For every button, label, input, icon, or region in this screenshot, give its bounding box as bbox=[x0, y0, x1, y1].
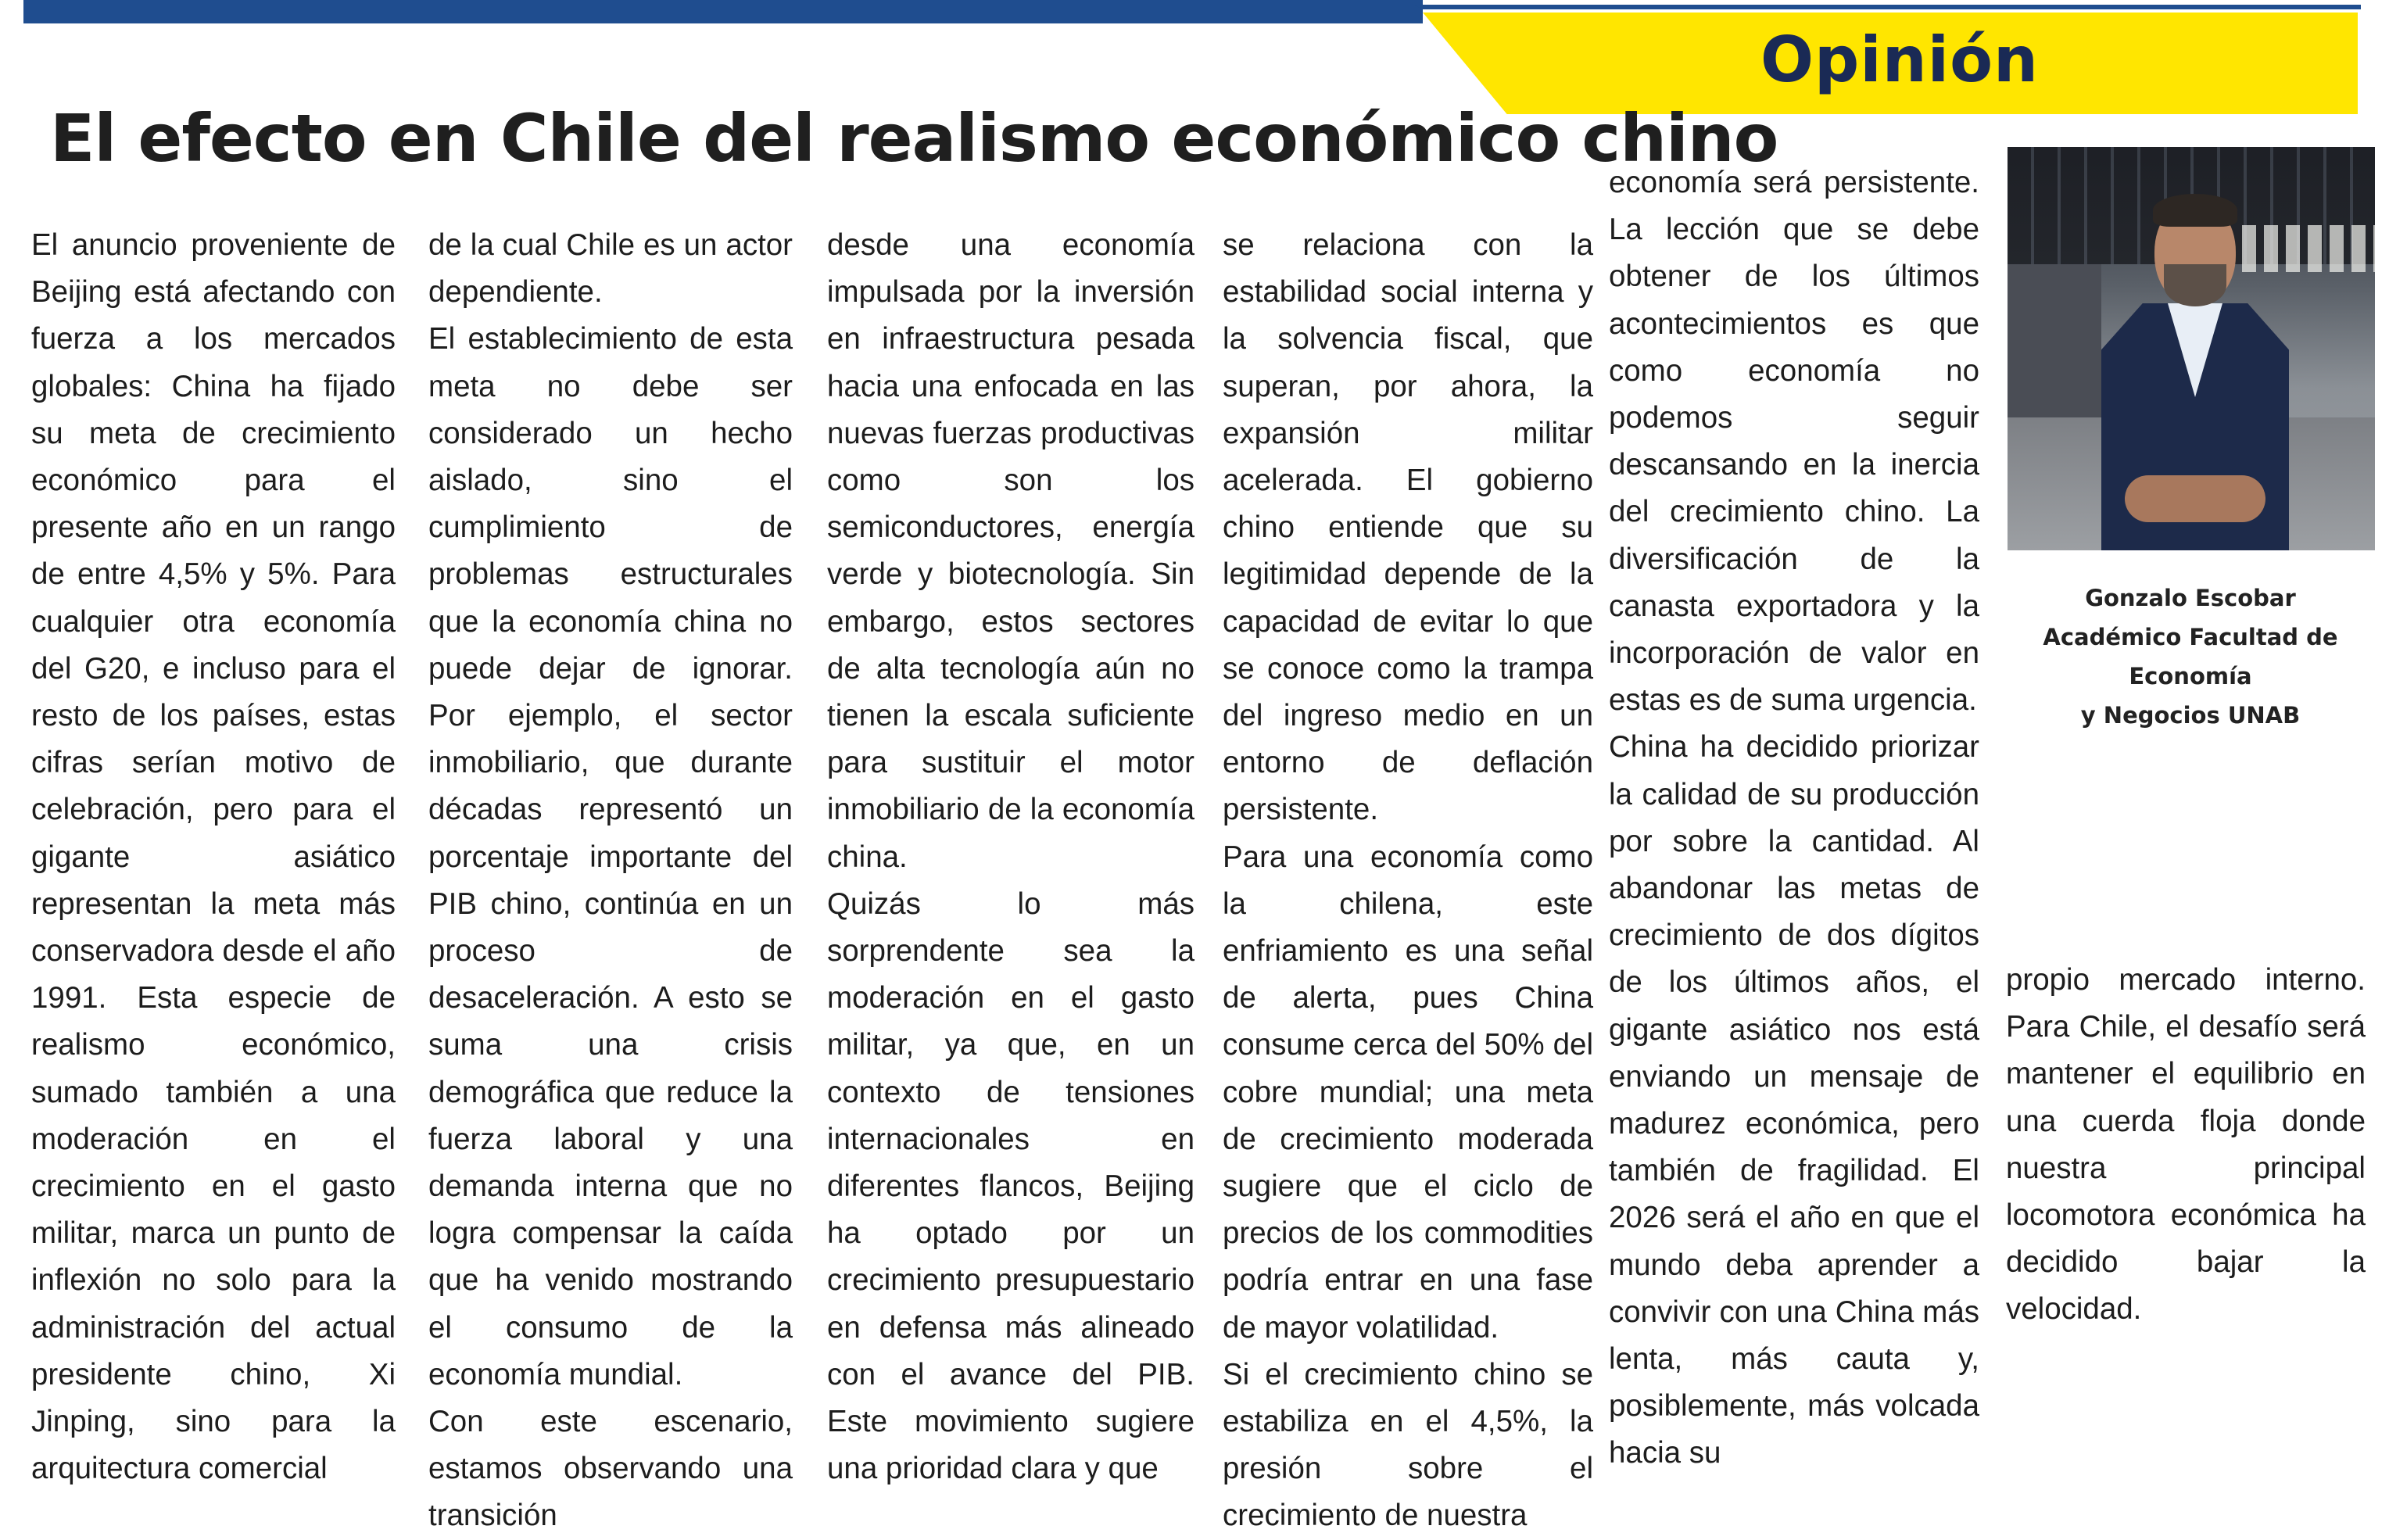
article-column-4 bbox=[1223, 222, 1593, 1540]
author-caption bbox=[1995, 578, 2386, 735]
article-column-3 bbox=[827, 222, 1194, 1492]
paragraph: Si el crecimiento chino se estabiliza en el 4,5%, la presión sobre el crecimiento de nuestra bbox=[1223, 1357, 1593, 1533]
author-photo bbox=[2008, 147, 2375, 550]
author-affiliation: y Negocios UNAB bbox=[2080, 702, 2301, 729]
paragraph: Con este escenario, estamos observando una transición bbox=[428, 1405, 793, 1533]
article-column-1 bbox=[31, 222, 396, 1492]
article-column-6 bbox=[2006, 957, 2366, 1334]
paragraph: se relaciona con la estabilidad social interna y la solvencia fiscal, que superan, por ahora, la expansión militar acelerada. El gobierno chino entiende que su legitimidad depende de la capacidad de evitar lo que se conoce como la trampa del ingreso medio en un entorno de deflación persistente. bbox=[1223, 228, 1593, 827]
paragraph: El establecimiento de esta meta no debe ser considerado un hecho aislado, sino el cumplimiento de problemas estructurales que la economía china no puede dejar de ignorar. Por ejemplo, el sector inmobiliario, que durante décadas representó un porcentaje importante del PIB chino, continúa en un proceso de desaceleración. A esto se suma una crisis demográfica que reduce la fuerza laboral y una demanda interna que no logra compensar la caída que ha venido mostrando el consumo de la economía mundial. bbox=[428, 322, 793, 1391]
section-label: Opinión bbox=[1760, 23, 2039, 96]
paragraph: propio mercado interno. Para Chile, el desafío será mantener el equilibrio en una cuerda floja donde nuestra principal locomotora económica ha decidido bajar la velocidad. bbox=[2006, 963, 2366, 1327]
author-role: Académico Facultad de Economía bbox=[2043, 624, 2338, 689]
author-name: Gonzalo Escobar bbox=[2085, 585, 2296, 611]
headline: El efecto en Chile del realismo económico chino bbox=[50, 100, 1778, 177]
article-column-2 bbox=[428, 222, 793, 1540]
paragraph: de la cual Chile es un actor dependiente. bbox=[428, 228, 793, 310]
header-banner-rule bbox=[1413, 5, 2361, 9]
header-blue-bar bbox=[23, 0, 1423, 23]
paragraph: desde una economía impulsada por la inversión en infraestructura pesada hacia una enfocada en las nuevas fuerzas productivas como son los semiconductores, energía verde y biotecnología. Sin embargo, estos sectores de alta tecnología aún no tienen la escala suficiente para sustituir el motor inmobiliario de la economía china. bbox=[827, 228, 1194, 874]
paragraph: El anuncio proveniente de Beijing está afectando con fuerza a los mercados globales: China ha fijado su meta de crecimiento económico para el presente año en un rango de entre 4,5% y 5%. Para cualquier otra economía del G20, e incluso para el resto de los países, estas cifras serían motivo de celebración, pero para el gigante asiático representan la meta más conservadora desde el año 1991. Esta especie de realismo económico, sumado también a una moderación en el crecimiento en el gasto militar, marca un punto de inflexión no solo para la administración del actual presidente chino, Xi Jinping, sino para la arquitectura comercial bbox=[31, 228, 396, 1486]
paragraph: Para una economía como la chilena, este enfriamiento es una señal de alerta, pues China consume cerca del 50% del cobre mundial; una meta de crecimiento moderada sugiere que el ciclo de precios de los commodities podría entrar en una fase de mayor volatilidad. bbox=[1223, 840, 1593, 1345]
paragraph: China ha decidido priorizar la calidad de su producción por sobre la cantidad. Al abandonar las metas de crecimiento de dos dígitos de los últimos años, el gigante asiático nos está enviando un mensaje de madurez económica, pero también de fragilidad. El 2026 será el año en que el mundo deba aprender a convivir con una China más lenta, más cauta y, posiblemente, más volcada hacia su bbox=[1609, 730, 1979, 1470]
paragraph: economía será persistente. La lección que se debe obtener de los últimos acontecimientos es que como economía no podemos seguir descansando en la inercia del crecimiento chino. La diversificación de la canasta exportadora y la incorporación de valor en estas es de suma urgencia. bbox=[1609, 166, 1979, 718]
paragraph: Quizás lo más sorprendente sea la moderación en el gasto militar, ya que, en un contexto de tensiones internacionales en diferentes flancos, Beijing ha optado por un crecimiento presupuestario en defensa más alineado con el avance del PIB. Este movimiento sugiere una prioridad clara y que bbox=[827, 886, 1194, 1486]
article-column-5 bbox=[1609, 159, 1979, 1477]
